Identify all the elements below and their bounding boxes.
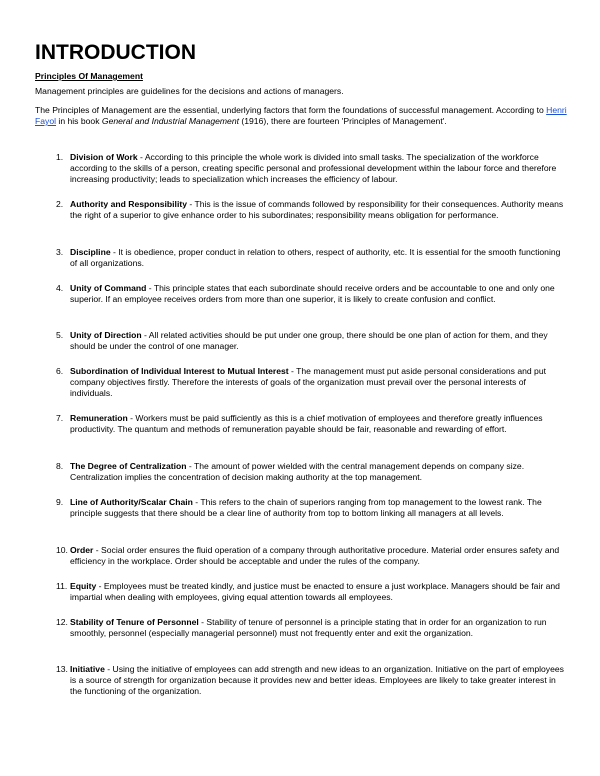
principle-term: Stability of Tenure of Personnel [70, 617, 199, 627]
item-number: 13. [56, 664, 68, 674]
page-title: INTRODUCTION [35, 41, 196, 64]
principle-text: - Workers must be paid sufficiently as this is a chief motivation of employees and therefore greatly influences productivity. The quantum and methods of remuneration payable should be fair, reasonable and rewarding of effort. [70, 413, 543, 434]
principle-term: Remuneration [70, 413, 128, 423]
principle-term: Order [70, 545, 94, 555]
principle-text: - The amount of power wielded with the central management depends on company size. Centralization implies the concentration of decision making authority at the top management. [70, 461, 525, 482]
list-item [56, 330, 568, 352]
principle-term: Initiative [70, 664, 105, 674]
item-number: 9. [56, 497, 64, 507]
principle-text: - Stability of tenure of personnel is a principle stating that in order for an organization to run smoothly, personnel (especially managerial personnel) must not frequently enter and exit the organization. [70, 617, 547, 638]
henri-fayol-link[interactable]: Henri Fayol [35, 105, 567, 126]
item-number: 10. [56, 545, 68, 555]
principle-term: Discipline [70, 247, 111, 257]
list-item [56, 461, 568, 483]
list-item [56, 247, 568, 269]
item-number: 8. [56, 461, 64, 471]
item-number: 3. [56, 247, 64, 257]
list-item [56, 497, 568, 519]
list-item [56, 152, 568, 185]
list-item [56, 199, 568, 221]
principle-text: - This refers to the chain of superiors ranging from top management to the lowest rank. The principle suggests that there should be a clear line of authority from top to bottom linking all managers at all levels. [70, 497, 542, 518]
item-number: 7. [56, 413, 64, 423]
principle-text: - All related activities should be put under one group, there should be one plan of action for them, and they should be under the control of one manager. [70, 330, 548, 351]
principle-text: - According to this principle the whole work is divided into small tasks. The specialization of the workforce according to the skills of a person, creating specific personal and professional development within the labour force and therefore increasing productivity; leads to specialization which increases the efficiency of labour. [70, 152, 557, 184]
intro-text-start: The Principles of Management are the essential, underlying factors that form the foundations of successful management. According to [35, 105, 547, 115]
intro-paragraph: Management principles are guidelines for the decisions and actions of managers. [35, 86, 344, 96]
item-number: 1. [56, 152, 64, 162]
list-item [56, 283, 568, 305]
principle-text: - This is the issue of commands followed by responsibility for their consequences. Authority means the right of a superior to give enhance order to his subordinates; responsibility means obligation for performance. [70, 199, 564, 220]
item-number: 6. [56, 366, 64, 376]
principle-term: The Degree of Centralization [70, 461, 187, 471]
principle-term: Authority and Responsibility [70, 199, 187, 209]
list-item [56, 664, 568, 697]
section-subtitle: Principles Of Management [35, 71, 143, 81]
item-number: 5. [56, 330, 64, 340]
principle-term: Line of Authority/Scalar Chain [70, 497, 193, 507]
principle-text: - The management must put aside personal considerations and put company objectives firstly. Therefore the interests of goals of the organization must prevail over the personal interests of individuals. [70, 366, 547, 398]
list-item [56, 581, 568, 603]
book-title: General and Industrial Management [101, 116, 239, 126]
principle-text: - It is obedience, proper conduct in relation to others, respect of authority, etc. It is essential for the smooth functioning of all organizations. [70, 247, 561, 268]
principle-term: Subordination of Individual Interest to Mutual Interest [70, 366, 289, 376]
intro-text-end: (1916), there are fourteen 'Principles of Management'. [239, 116, 447, 126]
item-number: 12. [56, 617, 68, 627]
intro-paragraph-fayol [35, 105, 570, 127]
principle-text: - This principle states that each subordinate should receive orders and be accountable to one and only one superior. If an employee receives orders from more than one superior, it is likely to create confusion and conflict. [70, 283, 555, 304]
item-number: 11. [56, 581, 68, 591]
principle-term: Equity [70, 581, 97, 591]
principle-text: - Employees must be treated kindly, and justice must be enacted to ensure a just workplace. Managers should be fair and impartial when dealing with employees, giving equal attention towards all employees. [70, 581, 560, 602]
principle-text: - Using the initiative of employees can add strength and new ideas to an organization. Initiative on the part of employees is a source of strength for organization because it provides new and better ideas. Employees are likely to take greater interest in the functioning of the organization. [70, 664, 564, 696]
principle-text: - Social order ensures the fluid operation of a company through authoritative procedure. Material order ensures safety and efficiency in the workplace. Order should be acceptable and under the rules of the company. [70, 545, 560, 566]
item-number: 2. [56, 199, 64, 209]
principle-term: Division of Work [70, 152, 138, 162]
intro-text-middle: in his book [56, 116, 102, 126]
list-item [56, 617, 568, 639]
list-item [56, 413, 568, 435]
principle-term: Unity of Direction [70, 330, 142, 340]
list-item [56, 366, 568, 399]
item-number: 4. [56, 283, 64, 293]
list-item [56, 545, 568, 567]
principle-term: Unity of Command [70, 283, 147, 293]
